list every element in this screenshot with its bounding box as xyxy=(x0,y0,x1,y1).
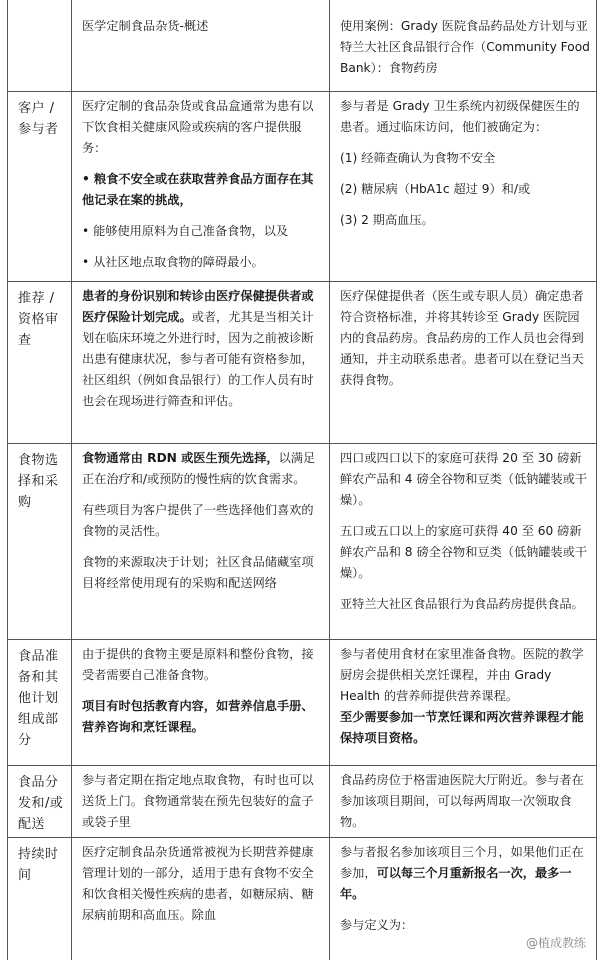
row-label-cell xyxy=(8,281,72,443)
paragraph: 四口或四口以下的家庭可获得 20 至 30 磅新鲜农产品和 4 磅全谷物和豆类（低钠罐装或干燥）。 xyxy=(340,450,588,507)
row-food-selection xyxy=(8,443,597,639)
row-distribution xyxy=(8,765,597,837)
row-label: 持续时间 xyxy=(18,846,59,883)
paragraph: 参与定义为： xyxy=(340,917,414,932)
bullet-item: • 从社区地点取食物的障碍最小。 xyxy=(82,254,264,269)
row-overview-cell xyxy=(72,639,330,765)
row-label: 推荐 / 资格审查 xyxy=(18,290,59,348)
paragraph xyxy=(82,448,323,490)
row-overview-cell xyxy=(72,91,330,281)
paragraph: 参与者定期在指定地点取食物，有时也可以送货上门。食物通常装在预先包装好的盒子或袋子里 xyxy=(82,772,314,829)
row-duration xyxy=(8,837,597,960)
paragraph: 医疗保健提供者（医生或专职人员）确定患者符合资格标准，并将其转诊至 Grady 医院园内的食品药房。食品药房的工作人员也会得到通知，并主动联系患者。患者可以在登记当天获得食物。 xyxy=(340,288,584,387)
paragraph: 五口或五口以上的家庭可获得 40 至 60 磅新鲜农产品和 8 磅全谷物和豆类（低钠罐装或干燥）。 xyxy=(340,523,588,580)
text: 以满足正在治疗和/或预防的慢性病的饮食需求。 xyxy=(82,450,316,486)
row-overview-cell xyxy=(72,837,330,960)
overview-table xyxy=(7,0,597,960)
row-referral xyxy=(8,281,597,443)
paragraph: 由于提供的食物主要是原料和整份食物，接受者需要自己准备食物。 xyxy=(82,646,314,682)
bold-paragraph: 项目有时包括教育内容，如营养信息手册、营养咨询和烹饪课程。 xyxy=(82,698,314,734)
list-item: (2) 糖尿病（HbA1c 超过 9）和/或 xyxy=(340,181,531,196)
paragraph: 亚特兰大社区食品银行为食品药房提供食品。 xyxy=(340,596,584,611)
list-item: (3) 2 期高血压。 xyxy=(340,212,434,227)
bullet-item: • 能够使用原料为自己准备食物，以及 xyxy=(82,223,289,238)
paragraph xyxy=(340,842,590,905)
bold-paragraph: 至少需要参加一节烹饪课和两次营养课程才能保持项目资格。 xyxy=(340,709,584,745)
bold-text: 可以每三个月重新报名一次，最多一年。 xyxy=(340,865,572,901)
paragraph: 医疗定制的食品杂货或食品盒通常为患有以下饮食相关健康风险或疾病的客户提供服务： xyxy=(82,98,314,155)
row-label-cell xyxy=(8,91,72,281)
row-clients xyxy=(8,91,597,281)
row-use-case-cell xyxy=(330,281,597,443)
row-food-prep xyxy=(8,639,597,765)
row-label-cell xyxy=(8,837,72,960)
bold-text: 食物通常由 RDN 或医生预先选择， xyxy=(82,450,279,465)
row-use-case-cell xyxy=(330,91,597,281)
paragraph: 参与者使用食材在家里准备食物。医院的教学厨房会提供相关烹饪课程，并由 Grady Health 的营养师提供营养课程。 xyxy=(340,646,584,703)
paragraph: 参与者是 Grady 卫生系统内初级保健医生的患者。通过临床访问，他们被确定为： xyxy=(340,98,580,134)
row-overview-cell xyxy=(72,443,330,639)
text: 参与者报名参加该项目三个月，如果他们正在参加， xyxy=(340,844,584,880)
row-overview-cell xyxy=(72,281,330,443)
row-use-case-cell xyxy=(330,639,597,765)
paragraph: 医疗定制食品杂货通常被视为长期营养健康管理计划的一部分，适用于患有食物不安全和饮食相关慢性疾病的患者，如糖尿病、糖尿病前期和高血压。除血 xyxy=(82,844,314,922)
text: 或者，尤其是当相关计划在临床环境之外进行时，因为之前被诊断出患有健康状况，参与者可能有资格参加，社区组织（例如食品银行）的工作人员有时也会在现场进行筛查和评估。 xyxy=(82,309,314,408)
header-overview-text: 医学定制食品杂货-概述 xyxy=(82,19,209,33)
bold-text: 患者的身份识别和转诊由医疗保健提供者或医疗保险计划完成。 xyxy=(82,288,314,324)
row-label-cell xyxy=(8,639,72,765)
header-row xyxy=(8,0,597,91)
watermark: @植成教练 xyxy=(525,936,586,950)
header-cell-overview xyxy=(72,0,330,91)
paragraph: 食物的来源取决于计划；社区食品储藏室项目将经常使用现有的采购和配送网络 xyxy=(82,554,314,590)
row-label: 食品分发和/或配送 xyxy=(18,774,64,832)
row-overview-cell xyxy=(72,765,330,837)
row-label: 食品准备和其他计划组成部分 xyxy=(18,648,59,748)
row-label: 食物选择和采购 xyxy=(18,452,59,510)
row-label-cell xyxy=(8,765,72,837)
row-label: 客户 / 参与者 xyxy=(18,100,59,137)
header-use-case-text: 使用案例：Grady 医院食品药品处方计划与亚特兰大社区食品银行合作（Community Food Bank）：食物药房 xyxy=(340,19,590,75)
header-empty-cell xyxy=(8,0,72,91)
row-use-case-cell xyxy=(330,443,597,639)
paragraph: 有些项目为客户提供了一些选择他们喜欢的食物的灵活性。 xyxy=(82,502,314,538)
paragraph: 食品药房位于格雷迪医院大厅附近。参与者在参加该项目期间，可以每两周取一次领取食物。 xyxy=(340,772,584,829)
paragraph xyxy=(82,286,323,412)
bullet-item: • 粮食不安全或在获取营养食品方面存在其他记录在案的挑战， xyxy=(82,171,314,207)
row-label-cell xyxy=(8,443,72,639)
list-item: (1) 经筛查确认为食物不安全 xyxy=(340,150,496,165)
row-use-case-cell xyxy=(330,765,597,837)
header-cell-use-case xyxy=(330,0,597,91)
